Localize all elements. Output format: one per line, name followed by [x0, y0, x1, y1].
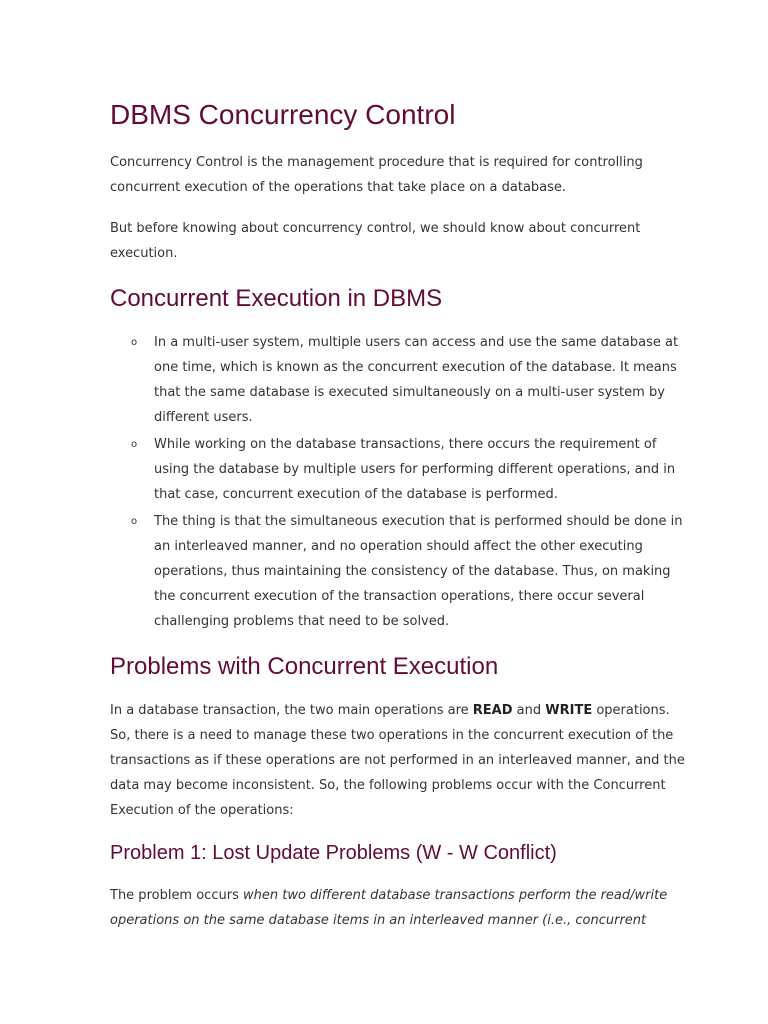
problem-1-text-italic: when two different database transactions perform the read/write operations on the same database items in an interleaved manner (i.e., concurrent [110, 888, 668, 928]
intro-paragraph-1: Concurrency Control is the management procedure that is required for controlling concurrent execution of the operations that take place on a database. [110, 155, 643, 195]
problem-1-text-start: The problem occurs [110, 888, 243, 903]
section-heading-problems: Problems with Concurrent Execution [110, 653, 499, 680]
concurrent-execution-list [110, 330, 690, 634]
list-item [131, 509, 690, 634]
read-keyword: READ [472, 703, 513, 718]
write-keyword: WRITE [545, 703, 593, 718]
circle-bullet-icon: o [131, 337, 138, 348]
list-item [131, 432, 690, 507]
problems-text-start: In a database transaction, the two main operations are [110, 703, 473, 718]
list-item [131, 330, 690, 430]
intro-paragraph-2: But before knowing about concurrency control, we should know about concurrent execution. [110, 221, 641, 261]
list-item-text: The thing is that the simultaneous execution that is performed should be done in an interleaved manner, and no operation should affect the other executing operations, thus maintaining the consistency of the database. Thus, on making the concurrent execution of the transaction operations, there occur several challenging problems that need to be solved. [154, 514, 683, 629]
list-item-text: While working on the database transactions, there occurs the requirement of using the database by multiple users for performing different operations, and in that case, concurrent execution of the database is performed. [154, 437, 676, 502]
circle-bullet-icon: o [131, 439, 138, 450]
section-heading-concurrent-execution: Concurrent Execution in DBMS [110, 285, 443, 312]
problems-paragraph [110, 698, 690, 823]
problem-1-heading: Problem 1: Lost Update Problems (W - W Conflict) [110, 842, 557, 864]
problems-text-and: and [512, 703, 546, 718]
document-page [110, 96, 690, 949]
circle-bullet-icon: o [131, 516, 138, 527]
problems-text-end: operations. So, there is a need to manage these two operations in the concurrent execution of the transactions as if these operations are not performed in an interleaved manner, and the data may become inconsistent. So, the following problems occur with the Concurrent Execution of the operations: [110, 703, 685, 818]
problem-1-paragraph [110, 883, 690, 933]
page-title: DBMS Concurrency Control [110, 99, 456, 130]
list-item-text: In a multi-user system, multiple users can access and use the same database at one time, which is known as the concurrent execution of the database. It means that the same database is executed simultaneously on a multi-user system by different users. [154, 335, 679, 425]
